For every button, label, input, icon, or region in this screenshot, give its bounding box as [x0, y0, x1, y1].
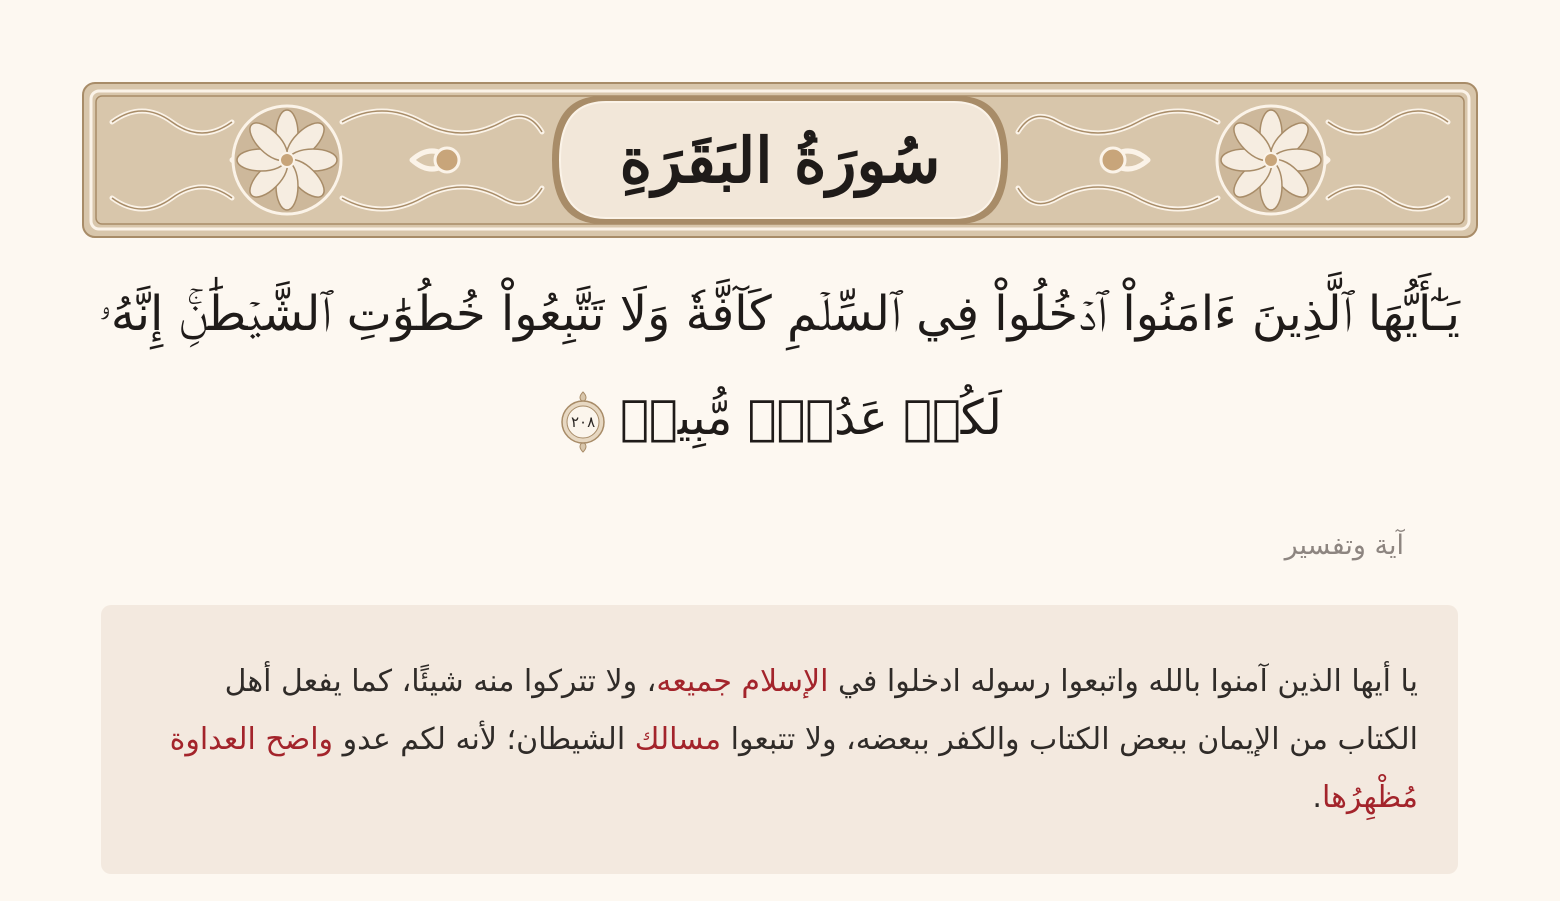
ayah-number-marker	[558, 390, 608, 454]
tafsir-highlight: مسالك	[634, 722, 722, 757]
surah-banner	[82, 82, 1478, 238]
section-title-ayah-tafsir: آية وتفسير	[1284, 530, 1404, 561]
tafsir-segment: ، ولا تتركوا منه شيئًا، كما يفعل أهل الكتاب من الإيمان ببعض الكتاب والكفر ببعضه، ولا تتبعوا	[224, 664, 1418, 757]
verse-line-2	[100, 366, 1460, 470]
verse-text[interactable]	[100, 262, 1460, 472]
verse-line-2-text: لَكُمۡ عَدُوّٞ مُّبِينٞ	[620, 390, 1002, 446]
tafsir-segment: يا أيها الذين آمنوا بالله واتبعوا رسوله ادخلوا في	[828, 664, 1418, 699]
tafsir-highlight: واضح العداوة مُظْهِرُها	[169, 722, 1418, 815]
tafsir-card	[101, 605, 1458, 874]
tafsir-highlight: الإسلام جميعه	[656, 664, 829, 699]
tafsir-text[interactable]	[159, 653, 1418, 827]
tafsir-segment: الشيطان؛ لأنه لكم عدو	[333, 722, 635, 757]
tafsir-segment: .	[1312, 780, 1322, 815]
verse-line-1: يَـٰٓأَيُّهَا ٱلَّذِينَ ءَامَنُواْ ٱدۡخُلُواْ فِي ٱلسِّلۡمِ كَآفَّةٗ وَلَا تَتَّبِعُواْ خُطُوَٰتِ ٱلشَّيۡطَٰنِۚ إِنَّهُۥ	[98, 286, 1460, 342]
surah-title: سُورَةُ البَقَرَةِ	[619, 123, 941, 197]
ayah-number: ٢٠٨	[571, 412, 596, 431]
